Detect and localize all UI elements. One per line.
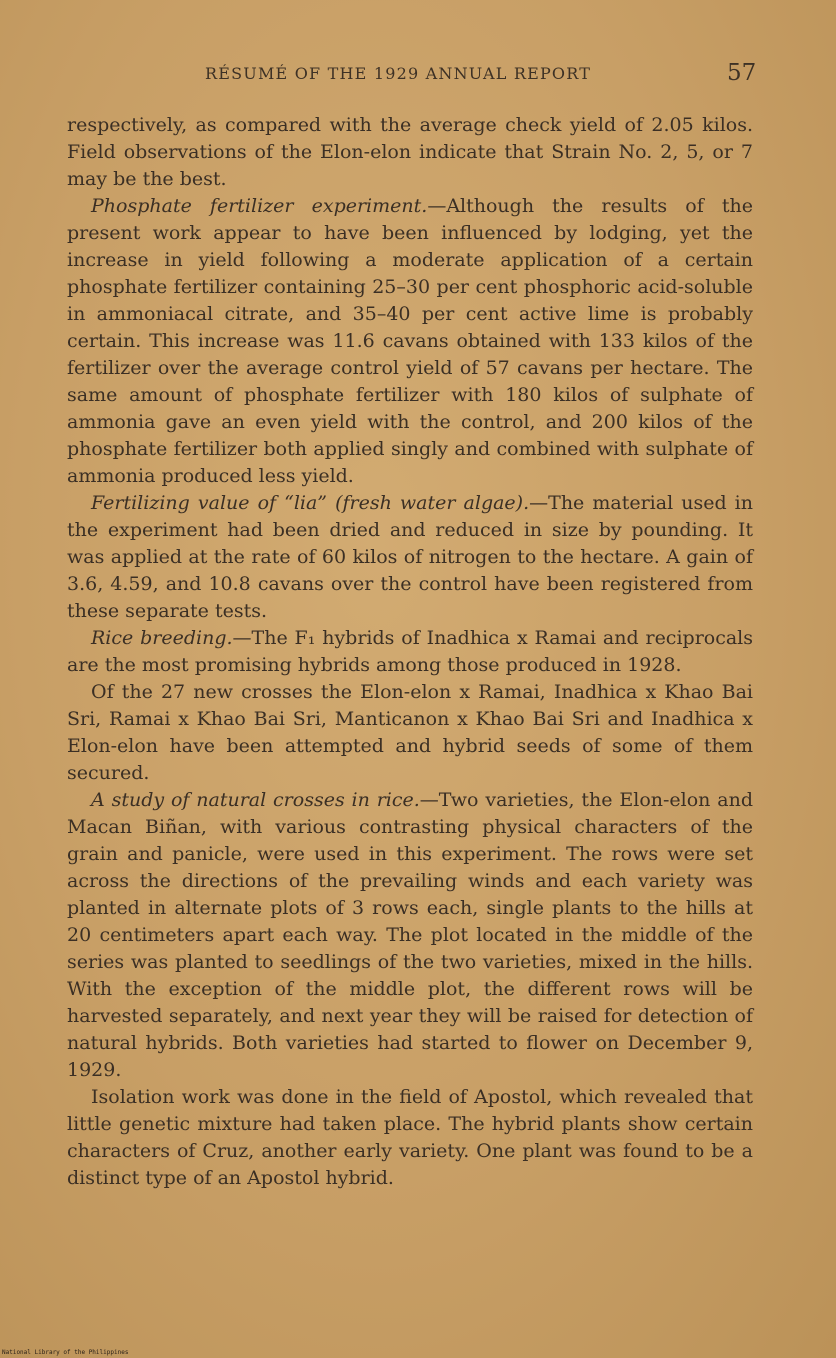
paragraph-2-heading: Phosphate fertilizer experiment. — [91, 195, 428, 217]
paragraph-7 — [67, 1084, 753, 1192]
paragraph-4-text: —The F₁ hybrids of Inadhica x Ramai and reciprocals are the most promising hybrids among those produced in 1928. — [67, 627, 754, 676]
page-number: 57 — [727, 60, 757, 86]
paragraph-4 — [67, 625, 753, 679]
paragraph-5 — [67, 679, 753, 787]
paragraph-3-heading: Fertilizing value of “lia” (fresh water algae). — [91, 492, 530, 514]
paragraph-6 — [67, 787, 753, 1084]
paragraph-4-heading: Rice breeding. — [91, 627, 233, 649]
body-text — [67, 112, 753, 1192]
paragraph-2 — [67, 193, 753, 490]
paragraph-1 — [67, 112, 753, 193]
paragraph-7-text: Isolation work was done in the field of Apostol, which revealed that little genetic mixture had taken place. The hybrid plants show certain characters of Cruz, another early variety. One plant was found to be a distinct type of an Apostol hybrid. — [67, 1086, 753, 1189]
library-credit: National Library of the Philippines — [2, 1349, 129, 1356]
paragraph-3-text: —The material used in the experiment had been dried and reduced in size by pounding. It was applied at the rate of 60 kilos of nitrogen to the hectare. A gain of 3.6, 4.59, and 10.8 cavans over the control have been registered from these separate tests. — [67, 492, 753, 622]
paragraph-3 — [67, 490, 753, 625]
paragraph-2-text: —Although the results of the present work appear to have been influenced by lodging, yet the increase in yield following a moderate application of a certain phosphate fertilizer containing 25–30 per cent phosphoric acid-soluble in ammoniacal citrate, and 35–40 per cent active lime is probably certain. This increase was 11.6 cavans obtained with 133 kilos of the fertilizer over the average control yield of 57 cavans per hectare. The same amount of phosphate fertilizer with 180 kilos of sulphate of ammonia gave an even yield with the control, and 200 kilos of the phosphate fertilizer both applied singly and combined with sulphate of ammonia produced less yield. — [67, 195, 753, 487]
paragraph-6-text: —Two varieties, the Elon-elon and Macan Biñan, with various contrasting physical characters of the grain and panicle, were used in this experiment. The rows were set across the directions of the prevailing winds and each variety was planted in alternate plots of 3 rows each, single plants to the hills at 20 centimeters apart each way. The plot located in the middle of the series was planted to seedlings of the two varieties, mixed in the hills. With the exception of the middle plot, the different rows will be harvested separately, and next year they will be raised for detection of natural hybrids. Both varieties had started to flower on December 9, 1929. — [67, 789, 753, 1081]
running-header-title: RÉSUMÉ OF THE 1929 ANNUAL REPORT — [205, 64, 592, 83]
paragraph-6-heading: A study of natural crosses in rice. — [91, 789, 420, 811]
paragraph-5-text: Of the 27 new crosses the Elon-elon x Ramai, Inadhica x Khao Bai Sri, Ramai x Khao Bai Sri, Manticanon x Khao Bai Sri and Inadhica x Elon-elon have been attempted and hybrid seeds of some of them secured. — [67, 681, 753, 784]
paragraph-1-text: respectively, as compared with the average check yield of 2.05 kilos. Field observations of the Elon-elon indicate that Strain No. 2, 5, or 7 may be the best. — [67, 114, 753, 190]
